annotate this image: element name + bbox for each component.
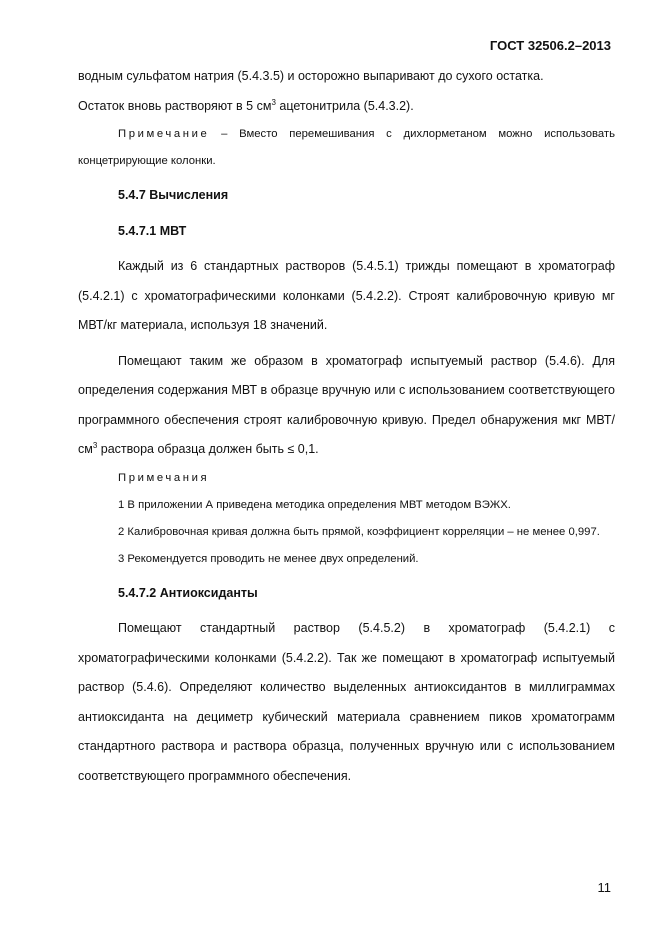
paragraph-antioxidants: Помещают стандартный раствор (5.4.5.2) в хроматограф (5.4.2.1) с хроматографическими колонками (5.4.2.2). Так же помещают в хроматограф испытуемый раствор (5.4.6). Определяют количество выделенных антиоксидантов в миллиграммах антиоксиданта на дециметр кубический материала сравнением пиков хроматограмм стандартного раствора и раствора образца, полученных вручную или с использованием соответствующего программного обеспечения. xyxy=(78,621,615,783)
note-item-2: 2 Калибровочная кривая должна быть прямой, коэффициент корреляции – не менее 0,997. xyxy=(118,525,600,538)
section-heading-5-4-7-1: 5.4.7.1 МВТ xyxy=(118,223,187,238)
paragraph-test-solution-rest: раствора образца должен быть ≤ 0,1. xyxy=(97,442,319,456)
paragraph-test-solution-text: Помещают таким же образом в хроматограф испытуемый раствор (5.4.6). Для определения содержания МВТ в образце вручную или с использованием соответствующего программного обеспечения строят калибровочную кривую. Предел обнаружения мкг МВТ/см xyxy=(78,353,615,456)
intro-line-1: водным сульфатом натрия (5.4.3.5) и осторожно выпаривают до сухого остатка. xyxy=(78,69,544,83)
page-number: 11 xyxy=(597,880,611,895)
paragraph-standard-solutions: Каждый из 6 стандартных растворов (5.4.5.1) трижды помещают в хроматограф (5.4.2.1) с хроматографическими колонками (5.4.2.2). Строят калибровочную кривую мг МВТ/кг материала, используя 18 значений. xyxy=(78,259,615,332)
note-item-1: 1 В приложении А приведена методика определения МВТ методом ВЭЖХ. xyxy=(118,498,511,511)
paragraph-test-solution xyxy=(78,347,615,465)
notes-label: Примечания xyxy=(118,471,210,484)
note-paragraph xyxy=(78,121,615,175)
document-header: ГОСТ 32506.2–2013 xyxy=(489,38,611,53)
intro-line-2-rest: ацетонитрила (5.4.3.2). xyxy=(275,98,414,113)
intro-line-2 xyxy=(78,92,615,122)
intro-line-2-text: Остаток вновь растворяют в 5 см xyxy=(78,98,272,113)
note-label: Примечание xyxy=(118,128,210,140)
note-item-3: 3 Рекомендуется проводить не менее двух определений. xyxy=(118,552,419,565)
note-text: – Вместо перемешивания с дихлорметаном можно использовать концетрирующие колонки. xyxy=(78,128,615,167)
section-heading-5-4-7-2: 5.4.7.2 Антиоксиданты xyxy=(118,585,258,600)
section-heading-5-4-7: 5.4.7 Вычисления xyxy=(118,188,229,202)
page-content xyxy=(78,62,615,791)
superscript: 3 xyxy=(271,97,276,107)
superscript: 3 xyxy=(92,441,98,450)
notes-heading xyxy=(78,465,615,492)
